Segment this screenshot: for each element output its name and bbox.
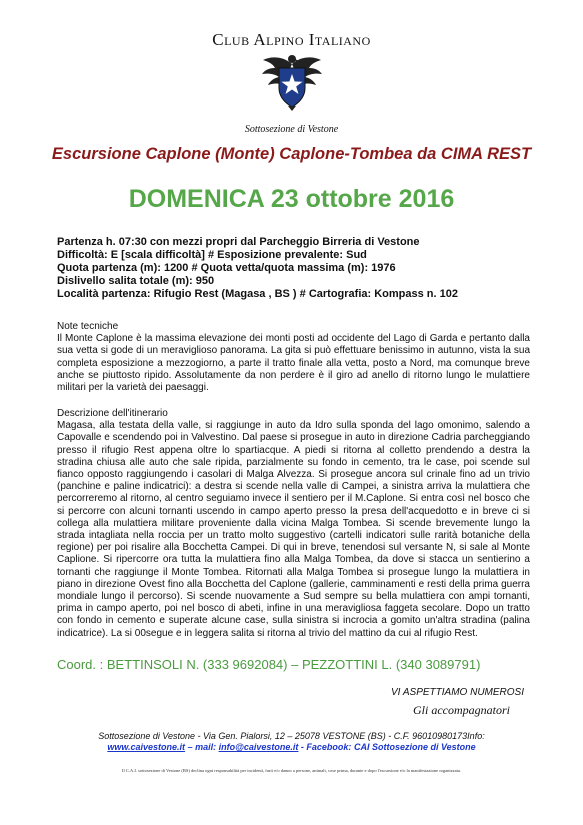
- event-date: DOMENICA 23 ottobre 2016: [128, 185, 455, 213]
- sottosezione-label: Sottosezione di Vestone: [244, 124, 339, 135]
- info-line-dislivello: Dislivello salita totale (m): 950: [57, 275, 215, 288]
- email-link[interactable]: info@caivestone.it: [218, 742, 299, 752]
- club-title: Club Alpino Italiano: [212, 30, 371, 49]
- info-line-difficolta: Difficoltà: E [scala difficoltà] # Esposizione prevalente: Sud: [57, 249, 367, 262]
- footer: [0, 731, 583, 753]
- closing-accompagnatori: Gli accompagnatori: [413, 703, 510, 717]
- technical-notes-label: Note tecniche: [57, 321, 119, 332]
- itinerary-description-label: Descrizione dell'itinerario: [57, 408, 168, 419]
- footer-contacts: [0, 742, 583, 753]
- trip-info: [57, 236, 537, 301]
- excursion-title: Escursione Caplone (Monte) Caplone-Tombea da CIMA REST: [51, 145, 532, 163]
- info-line-partenza: Partenza h. 07:30 con mezzi propri dal Parcheggio Birreria di Vestone: [57, 236, 420, 248]
- website-link[interactable]: www.caivestone.it: [107, 742, 186, 752]
- itinerary-description: [57, 408, 530, 640]
- mail-label: – mail:: [187, 742, 217, 752]
- info-line-quota: Quota partenza (m): 1200 # Quota vetta/quota massima (m): 1976: [57, 262, 396, 275]
- info-line-localita: Località partenza: Rifugio Rest (Magasa , BS ) # Cartografia: Kompass n. 102: [57, 288, 458, 301]
- footer-address: Sottosezione di Vestone - Via Gen. Pialorsi, 12 – 25078 VESTONE (BS) - C.F. 96010980173Info:: [98, 731, 485, 741]
- facebook-label: - Facebook:: [300, 742, 352, 752]
- cai-eagle-logo: [261, 50, 323, 112]
- technical-notes-text: Il Monte Caplone è la massima elevazione dei monti posti ad occidente del Lago di Garda e pertanto dalla sua vetta si gode di un meraviglioso panorama. La gita si può effettuare benissimo in autunno, vista la sua completa esposizione a mezzogiorno, a parte il tratto finale alla vetta, posto a Nord, ma comunque breve anche se piuttosto ripido. Assolutamente da non perdere è il giro ad anello di ritorno lungo le mulattiere militari per la varietà dei paesaggi.: [57, 333, 530, 394]
- facebook-page-link[interactable]: CAI Sottosezione di Vestone: [353, 742, 476, 752]
- technical-notes: [57, 321, 530, 394]
- disclaimer: Il C.A.I. sottosezione di Vestone (BS) declina ogni responsabilità per incidenti, furti e/o danno a persone, animali, cose prima, durante e dopo l'escursione e/o la manifestazione organizzata.: [121, 768, 462, 773]
- closing-aspettiamo: VI ASPETTIAMO NUMEROSI: [391, 687, 524, 698]
- coordinators: Coord. : BETTINSOLI N. (333 9692084) – PEZZOTTINI L. (340 3089791): [57, 657, 481, 672]
- itinerary-description-text: Magasa, alla testata della valle, si raggiunge in auto da Idro sulla sponda del lago omonimo, salendo a Capovalle e scendendo poi in Valvestino. Dal paese si prosegue in auto in direzione Cadria parcheggiando presso il rifugio Rest appena oltre lo spartiacque. A piedi si ritorna al colletto prendendo a destra la stradina chiusa alle auto che sale ripida, parzialmente su fondo in cemento, tra le case, poi scende sul fianco opposto raggiungendo i casolari di Malga Alvezza. Si prosegue ancora sul crinale fino ad un trivio (panchine e paline indicatrici): a destra si scende nella valle di Campei, a sinistra arriva la mulattiera che percorreremo al ritorno, al centro seguiamo invece il sentiero per il M.Caplone. Si entra così nel bosco che si percorre con alcuni tornanti uscendo in campo aperto presso la presa dell'acquedotto e in breve ci si collega alla mulattiera militare proveniente dalla vicina Malga Tombea. Si scende brevemente lungo la strada intagliata nella roccia per un tratto molto suggestivo (cartelli indicatori sulle rarità botaniche della regione) per poi risalire alla Bocchetta Campei. Di qui in breve, tenendosi sul versante N, si sale al Monte Caplione. Si ripercorre ora tutta la mulattiera fino alla Malga Tombea, da dove si stacca un sentierino a tornanti che raggiunge il Monte Tombea. Ritornati alla Malga Tombea si prosegue lungo la mulattiera in piano in direzione Ovest fino alla Bocchetta del Caplone (gallerie, camminamenti e resti della prima guerra mondiale lungo il percorso). Si scende nuovamente a Sud sempre su bella mulattiera con ampi tornanti, prima in campo aperto, poi nel bosco di abeti, infine in una meravigliosa faggeta secolare. Dopo un tratto con fondo in cemento e superate alcune case, sulla sinistra si incrocia a gomito un'altra stradina (palina indicatrice). La si 00segue e in leggera salita si ritorna al trivio del mattino da cui al rifugio Rest.: [57, 420, 530, 639]
